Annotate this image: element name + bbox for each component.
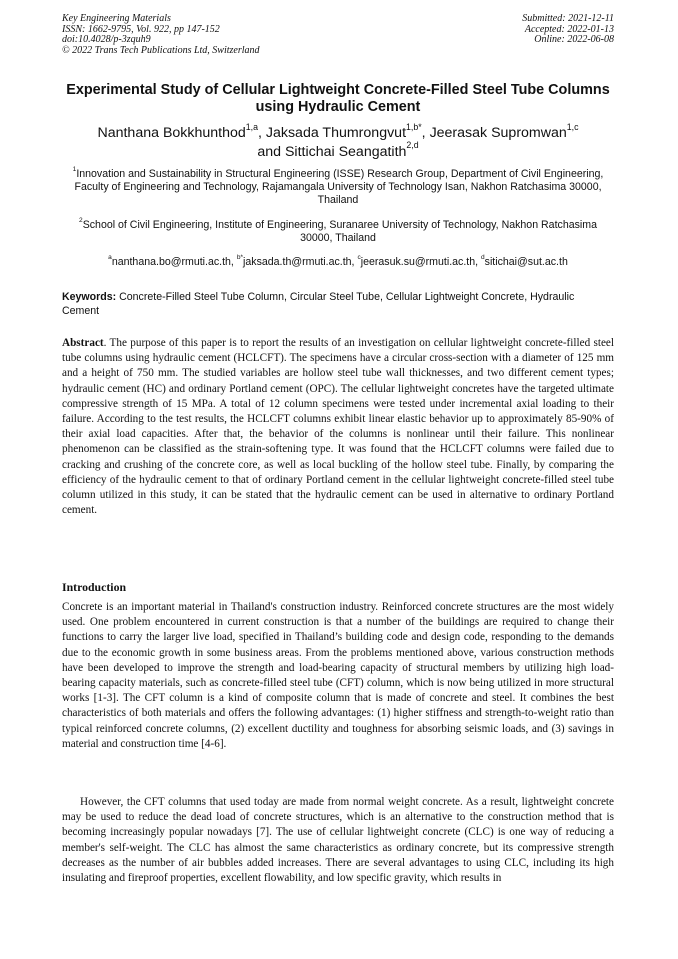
keywords-label: Keywords: xyxy=(62,291,117,303)
email-sup: d xyxy=(481,254,485,262)
paper-title: Experimental Study of Cellular Lightweight Concrete-Filled Steel Tube Columns using Hydraulic Cement xyxy=(66,82,610,115)
author-name: Nanthana Bokkhunthod xyxy=(97,125,246,141)
affiliation-sup: 2 xyxy=(79,217,83,225)
author-sep: , xyxy=(258,125,266,141)
abstract-label: Abstract xyxy=(62,337,104,349)
affiliation-text: School of Civil Engineering, Institute of Engineering, Suranaree University of Technology, Nakhon Ratchasima 30000, Thailand xyxy=(82,219,597,245)
introduction-paragraph-2: However, the CFT columns that used today are made from normal weight concrete. As a result, lightweight concrete may be used to reduce the dead load of concrete structures, which is an alternative to the construction method that is becoming increasingly popular nowadays [7]. The use of cellular lightweight concrete (CLC) is one way of reducing a member's self-weight. The CLC has almost the same characteristics as ordinary concrete, but its compressive strength decreases as the number of air bubbles added increases. There are several advantages to using CLC, including its high insulating and fireproof properties, excellent flowability, and low specific gravity, which results in xyxy=(62,796,614,885)
author-name: and Sittichai Seangatith xyxy=(257,143,407,160)
author-name: Jaksada Thumrongvut xyxy=(265,125,407,141)
email-sup: c xyxy=(357,254,361,262)
submitted-date: Submitted: 2021-12-11 xyxy=(522,13,614,24)
author-name: Jeerasak Supromwan xyxy=(429,125,567,141)
email-link[interactable]: nanthana.bo@rmuti.ac.th, xyxy=(111,256,237,268)
email-list xyxy=(62,256,614,269)
journal-header xyxy=(62,14,362,56)
online-date: Online: 2022-06-08 xyxy=(534,34,614,46)
journal-name: Key Engineering Materials xyxy=(62,13,171,24)
email-link[interactable]: sitichai@sut.ac.th xyxy=(484,256,568,268)
dates-header xyxy=(414,14,614,46)
author-sep: , xyxy=(421,125,430,141)
email-link[interactable]: jeerasuk.su@rmuti.ac.th, xyxy=(360,256,481,268)
author-sup: 1,b* xyxy=(406,121,422,132)
affiliation-text: Innovation and Sustainability in Structural Engineering (ISSE) Research Group, Department of Civil Engineering, Faculty of Engineering and Technology, Rajamangala University of Technology Isan, Nakhon Ratchasima 30000, Thailand xyxy=(74,168,604,207)
author-list xyxy=(62,121,614,161)
affiliation-1 xyxy=(62,168,614,208)
keywords xyxy=(62,290,614,318)
email-sup: a xyxy=(108,254,112,262)
accepted-date: Accepted: 2022-01-13 xyxy=(524,23,614,35)
author-sup: 1,a xyxy=(245,121,258,132)
journal-issn: ISSN: 1662-9795, Vol. 922, pp 147-152 xyxy=(62,23,220,35)
author-sup: 1,c xyxy=(566,121,579,132)
journal-copyright: © 2022 Trans Tech Publications Ltd, Switzerland xyxy=(62,44,260,56)
email-sup: b* xyxy=(236,254,244,262)
abstract-text: . The purpose of this paper is to report the results of an investigation on cellular lightweight concrete-filled steel tube columns using hydraulic cement (HCLCFT). The specimens have a circular cross-section with a diameter of 125 mm and a height of 750 mm. The studied variables are hollow steel tube wall thicknesses, and two different cement types; hydraulic cement (HC) and ordinary Portland cement (OPC). The cellular lightweight concretes have the targeted ultimate compressive strength of 15 MPa. A total of 12 column specimens were tested under incremental axial loading to their failure. According to the test results, the HCLCFT columns exhibit linear elastic behavior up to approximately 85-90% of their axial load capacities. After that, the behavior of the columns is nonlinear until their failure. This nonlinear phenomenon can be classified as the strain-softening type. It was found that the HCLCFT columns were failed due to cracking and crushing of the concrete core, as well as local buckling of the hollow steel tube. Finally, by comparing the efficiency of the hydraulic cement to that of ordinary Portland cement in the cellular lightweight concrete-filled steel tube column utilized in this study, it can be stated that the hydraulic cement can be used in alternative to ordinary Portland cement. xyxy=(62,337,614,517)
introduction-paragraph-1: Concrete is an important material in Thailand's construction industry. Reinforced concrete structures are the most widely used. One problem encountered in current construction is that a number of the buildings are required to change their functions to carry the larger live load, specified in Thailand’s building code and design code, responding to the demands due to the economic growth in some business areas. From the problems mentioned above, various construction methods have been developed to improve the strength and load-bearing capacity of structural members by utilizing high load-bearing capacity materials, such as concrete-filled steel tube (CFT) column, which is now being utilized in more structural works [1-3]. The CFT column is a kind of composite column that is made of concrete and steel. It combines the best characteristics of both materials and offers the following advantages: (1) higher stiffness and strength-to-weight ratio than typical reinforced concrete columns, (2) excellent ductility and toughness for absorbing seismic loads, and (3) savings in material and construction time [4-6]. xyxy=(62,601,614,750)
introduction-heading: Introduction xyxy=(62,580,127,594)
affiliation-2 xyxy=(62,219,614,245)
author-sup: 2,d xyxy=(406,140,419,151)
email-link[interactable]: jaksada.th@rmuti.ac.th, xyxy=(243,256,358,268)
journal-doi[interactable]: doi:10.4028/p-3zquh9 xyxy=(62,34,151,46)
abstract xyxy=(62,336,614,518)
affiliation-sup: 1 xyxy=(72,166,77,174)
keywords-text: Concrete-Filled Steel Tube Column, Circular Steel Tube, Cellular Lightweight Concrete, Hydraulic Cement xyxy=(62,291,575,317)
